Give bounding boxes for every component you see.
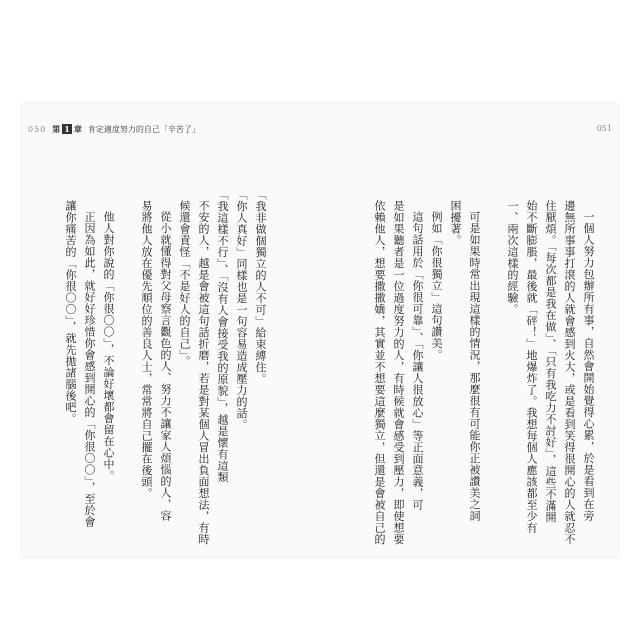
chapter-title: 肯定適度努力的自己「辛苦了」 xyxy=(87,125,200,134)
text-column: 一、兩次這樣的經驗。 xyxy=(506,200,519,315)
chapter-number: 1 xyxy=(64,124,70,134)
text-column: 住厭煩。「每次都是我在做」、「只有我吃力不討好」，這些不滿開 xyxy=(544,200,557,523)
text-column: 始不斷膨脹，最後就「砰！」地爆炸了。我想每個人應該都至少有 xyxy=(525,200,538,534)
text-column: 邊無所事事打滾的人就會感到火大，或是看到笑得很開心的人就忍不 xyxy=(563,200,576,545)
running-header-left xyxy=(28,124,200,135)
text-column: 易將他人放在優先順位的善良人士，常常將自己擺在後頭。 xyxy=(140,200,153,499)
text-column: 一個人努力包辦所有事，自然會開始覺得心累，於是看到在旁 xyxy=(582,211,595,522)
chapter-label: 第 1 章 xyxy=(52,124,82,134)
running-header-right xyxy=(597,124,612,133)
text-column: 這句話用於「你很可靠」、「你讓人很放心」等正面意義，可 xyxy=(411,211,424,511)
text-column: 困擾著。 xyxy=(449,200,462,246)
left-page-number: 050 xyxy=(28,125,47,134)
text-column: 他人對你說的「你很〇〇」，不論好壞都會留在心中。 xyxy=(102,211,115,482)
right-page-number: 051 xyxy=(596,124,612,133)
text-column: 不安的人，越是會被這句話折磨，若是對某個人冒出負面想法，有時 xyxy=(197,200,210,545)
text-column: 「我非做個獨立的人不可」給束縛住。 xyxy=(254,189,267,385)
text-column: 候還會責怪「不是好人的自己」。 xyxy=(178,200,191,367)
text-column: 是如果聽者是一位過度努力的人，有時候就會感受到壓力，即使想要 xyxy=(392,200,405,545)
text-column: 正因為如此，就好好珍惜你會感到開心的「你很〇〇」，至於會 xyxy=(83,211,96,528)
text-column: 可是如果時常出現這樣的情況，那麼很有可能你正被讚美之詞 xyxy=(468,211,481,522)
text-column: 「我這樣不行」、「沒有人會接受我的原貌」，越是懷有這類 xyxy=(216,189,229,483)
text-column: 讓你痛苦的「你很〇〇」，就先拋諸腦後吧。 xyxy=(64,200,77,425)
text-column: 依賴他人，想要撒撒嬌，其實並不想要這麼獨立，但還是會被自己的 xyxy=(373,200,386,545)
text-column: 從小就懂得對父母察言觀色的人、努力不讓家人煩惱的人，容 xyxy=(159,211,172,522)
text-column: 「你人真好」同樣也是一句容易造成壓力的話。 xyxy=(235,189,248,431)
text-column: 例如「你很獨立」這句讚美。 xyxy=(430,211,443,361)
